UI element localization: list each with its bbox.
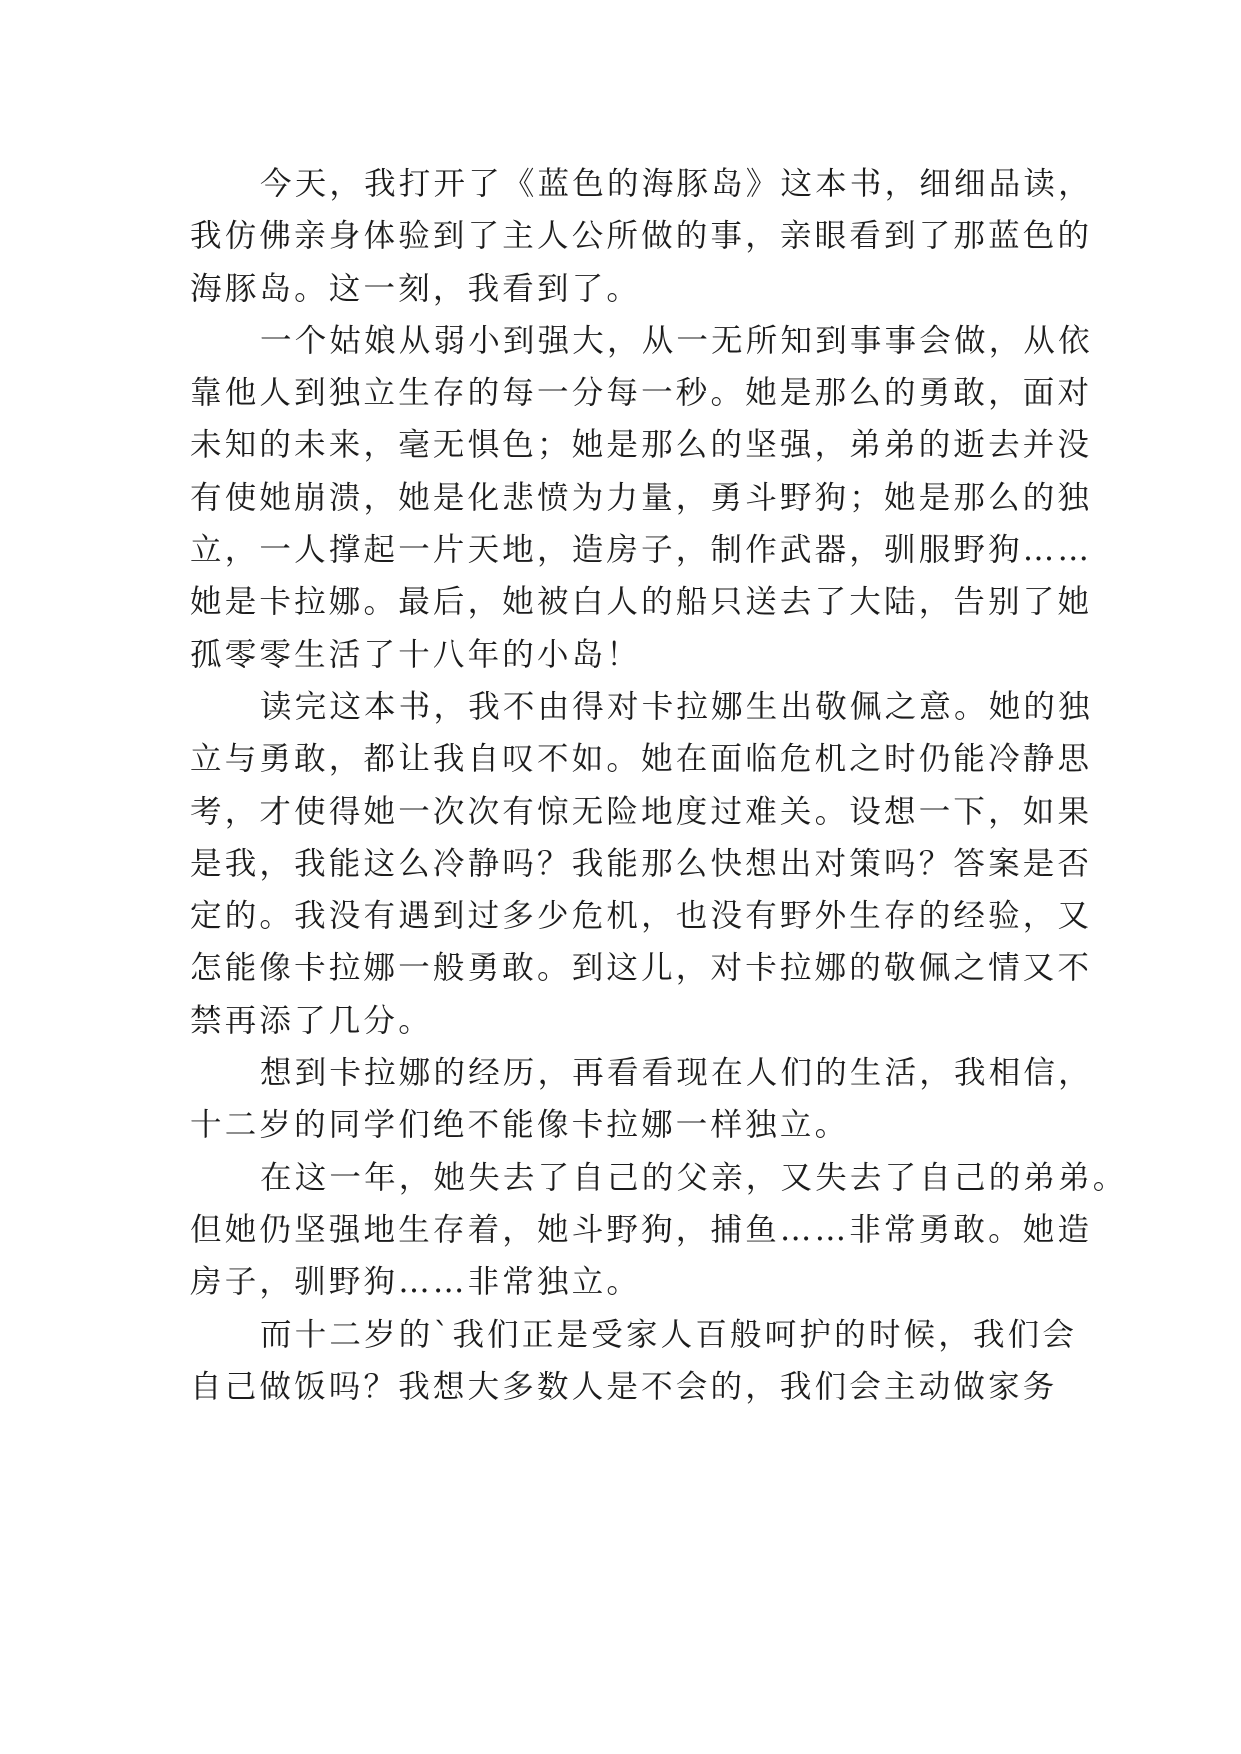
text-line: 在这一年，她失去了自己的父亲，又失去了自己的弟弟。	[260, 1159, 1128, 1196]
text-line: 读完这本书，我不由得对卡拉娜生出敬佩之意。她的独	[260, 688, 1093, 725]
text-line: 立与勇敢，都让我自叹不如。她在面临危机之时仍能冷静思	[190, 741, 1093, 778]
text-line: 十二岁的同学们绝不能像卡拉娜一样独立。	[190, 1107, 850, 1144]
text-line: 定的。我没有遇到过多少危机，也没有野外生存的经验，又	[190, 898, 1093, 935]
text-line: 怎能像卡拉娜一般勇敢。到这儿，对卡拉娜的敬佩之情又不	[190, 950, 1093, 987]
text-line: 未知的未来，毫无惧色；她是那么的坚强，弟弟的逝去并没	[190, 427, 1093, 464]
text-line: 一个姑娘从弱小到强大，从一无所知到事事会做，从依	[260, 322, 1093, 359]
text-line: 她是卡拉娜。最后，她被白人的船只送去了大陆，告别了她	[190, 584, 1093, 621]
essay-body	[190, 158, 1128, 1413]
text-line: 孤零零生活了十八年的小岛！	[190, 636, 642, 673]
text-line: 今天，我打开了《蓝色的海豚岛》这本书，细细品读，	[260, 166, 1093, 202]
text-line: 禁再添了几分。	[190, 1002, 433, 1039]
text-line: 我仿佛亲身体验到了主人公所做的事，亲眼看到了那蓝色的	[190, 218, 1093, 255]
text-line: 立，一人撑起一片天地，造房子，制作武器，驯服野狗……	[190, 532, 1093, 569]
text-line: 有使她崩溃，她是化悲愤为力量，勇斗野狗；她是那么的独	[190, 479, 1093, 516]
text-line: 考，才使得她一次次有惊无险地度过难关。设想一下，如果	[190, 793, 1093, 830]
text-line: 而十二岁的`我们正是受家人百般呵护的时候，我们会	[260, 1316, 1078, 1353]
text-line: 自己做饭吗？我想大多数人是不会的，我们会主动做家务	[190, 1368, 1058, 1405]
text-line: 靠他人到独立生存的每一分每一秒。她是那么的勇敢，面对	[190, 375, 1093, 412]
text-line: 海豚岛。这一刻，我看到了。	[190, 270, 642, 307]
text-line: 是我，我能这么冷静吗？我能那么快想出对策吗？答案是否	[190, 845, 1093, 882]
text-line: 但她仍坚强地生存着，她斗野狗，捕鱼……非常勇敢。她造	[190, 1211, 1093, 1248]
text-line: 房子，驯野狗……非常独立。	[190, 1264, 642, 1301]
text-line: 想到卡拉娜的经历，再看看现在人们的生活，我相信，	[260, 1055, 1093, 1092]
